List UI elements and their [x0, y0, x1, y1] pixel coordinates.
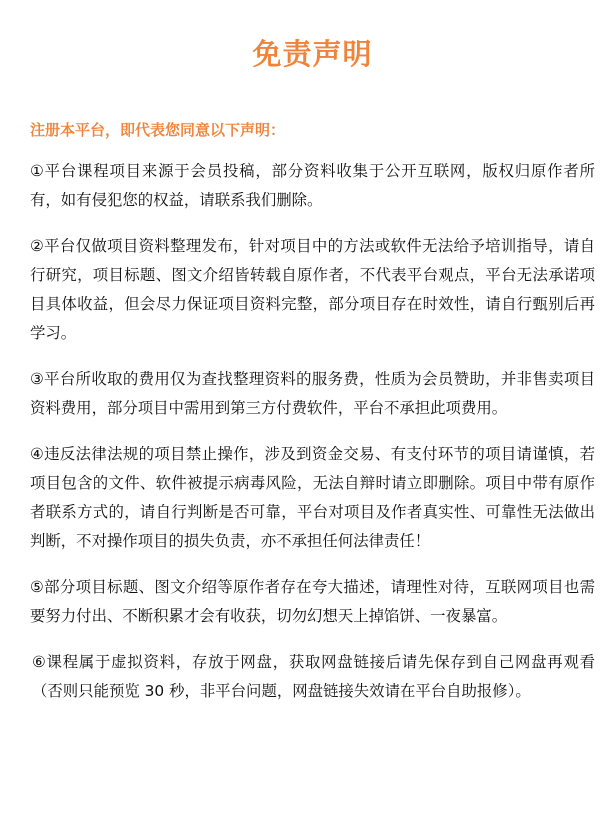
clause-1: ①平台课程项目来源于会员投稿，部分资料收集于公开互联网，版权归原作者所有，如有侵犯您的权益，请联系我们删除。: [30, 162, 595, 209]
page-title: 免责声明: [252, 37, 373, 71]
intro-statement: 注册本平台，即代表您同意以下声明：: [30, 121, 286, 139]
clause-5: ⑤部分项目标题、图文介绍等原作者存在夸大描述，请理性对待，互联网项目也需要努力付出、不断积累才会有收获，切勿幻想天上掉馅饼、一夜暴富。: [30, 578, 595, 625]
clause-4: ④违反法律法规的项目禁止操作，涉及到资金交易、有支付环节的项目请谨慎，若项目包含的文件、软件被提示病毒风险，无法自辩时请立即删除。项目中带有原作者联系方式的，请自行判断是否可靠，平台对项目及作者真实性、可靠性无法做出判断，不对操作项目的损失负责，亦不承担任何法律责任！: [30, 445, 595, 550]
clause-2: ②平台仅做项目资料整理发布，针对项目中的方法或软件无法给予培训指导，请自行研究，项目标题、图文介绍皆转载自原作者，不代表平台观点，平台无法承诺项目具体收益，但会尽力保证项目资料完整，部分项目存在时效性，请自行甄别后再学习。: [30, 237, 595, 342]
clause-3: ③平台所收取的费用仅为查找整理资料的服务费，性质为会员赞助，并非售卖项目资料费用，部分项目中需用到第三方付费软件，平台不承担此项费用。: [30, 370, 595, 417]
clause-6: ⑥课程属于虚拟资料，存放于网盘，获取网盘链接后请先保存到自己网盘再观看（否则只能预览 30 秒，非平台问题，网盘链接失效请在平台自助报修）。: [32, 653, 595, 700]
